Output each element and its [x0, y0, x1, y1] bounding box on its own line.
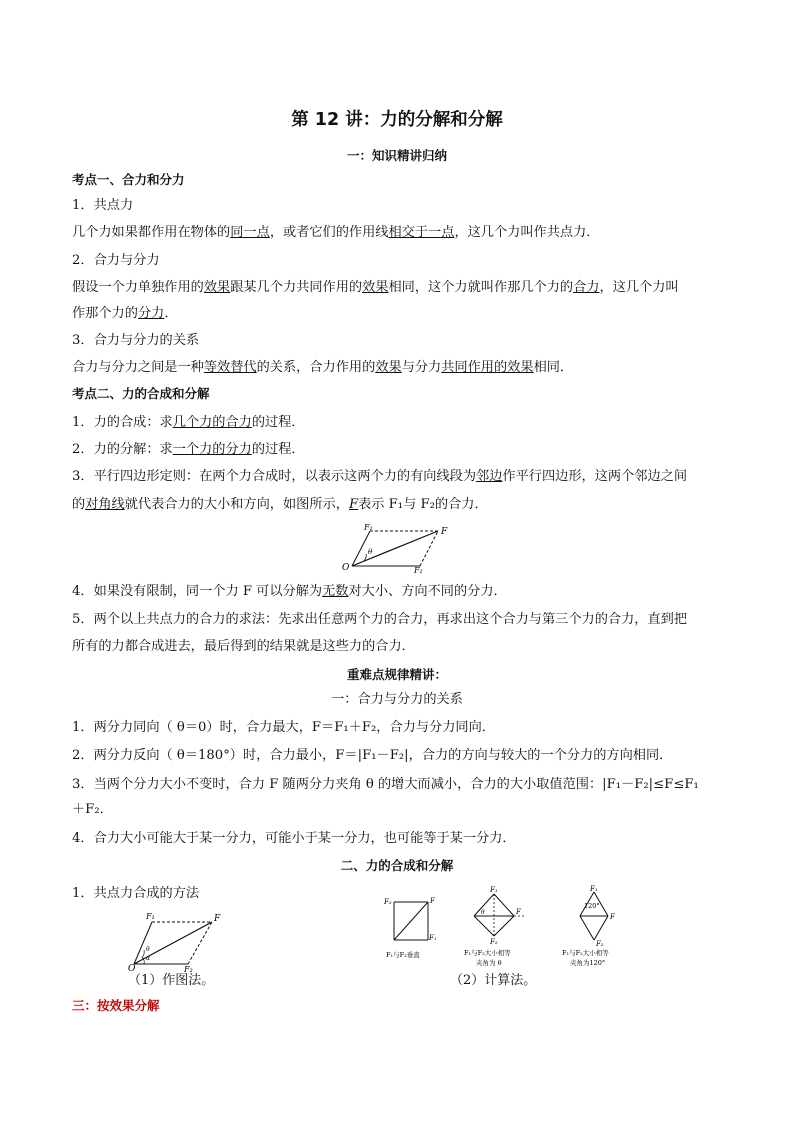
kp1-item2-line2: 作那个力的分力．	[72, 306, 178, 321]
key-rule1: 1．两分力同向（ θ＝0）时，合力最大，F＝F₁＋F₂，合力与分力同向．	[72, 720, 495, 735]
kp1-item1-title: 1．共点力	[72, 198, 134, 213]
kp1-heading: 考点一、合力和分力	[72, 172, 185, 187]
section-heading-1: 一：知识精讲归纳	[346, 148, 447, 163]
equal-120-figure	[558, 884, 638, 970]
svg-text:F₂: F₂	[384, 898, 392, 906]
svg-text:θ: θ	[146, 946, 150, 953]
svg-text:夹角为 θ: 夹角为 θ	[476, 959, 502, 967]
caption-calculation-method: （2）计算法。	[450, 973, 537, 988]
svg-text:F₂: F₂	[490, 938, 498, 946]
kp1-item2-title: 2．合力与分力	[72, 253, 160, 268]
svg-text:F₁: F₁	[146, 912, 155, 921]
kp2-line2: 2．力的分解：求一个力的分力的过程．	[72, 442, 305, 457]
dashed-side-right	[420, 531, 438, 566]
parallelogram-figure	[340, 521, 455, 573]
svg-text:F: F	[516, 908, 521, 916]
kp1-item3-text: 合力与分力之间是一种等效替代的关系，合力作用的效果与分力共同作用的效果相同．	[72, 360, 574, 375]
key-rule2: 2．两分力反向（ θ＝180°）时，合力最小，F＝|F₁－F₂|，合力的方向与较大的一个分力的方向相同．	[72, 748, 673, 763]
key-rule3a: 3．当两个分力大小不变时，合力 F 随两分力夹角 θ 的增大而减小，合力的大小取值范围：|F₁－F₂|≤F≤F₁	[72, 777, 699, 792]
svg-text:F: F	[610, 913, 615, 921]
key-rule4: 4．合力大小可能大于某一分力，可能小于某一分力，也可能等于某一分力．	[72, 831, 516, 846]
key-subheading: 一：合力与分力的关系	[331, 692, 463, 707]
kp2-line4: 4．如果没有限制，同一个力 F 可以分解为无数对大小、方向不同的分力．	[72, 584, 507, 599]
page-title: 第 12 讲：力的分解和分解	[291, 110, 503, 130]
resultant-vector	[352, 531, 438, 566]
fig-label-theta: θ	[368, 548, 373, 556]
svg-text:F₂: F₂	[184, 965, 193, 972]
key-heading: 重难点规律精讲：	[346, 667, 447, 682]
kp2-line3a: 3．平行四边形定则：在两个力合成时，以表示这两个力的有向线段为邻边作平行四边形，这两个邻边之间	[72, 469, 688, 484]
svg-text:F₁: F₁	[490, 886, 498, 894]
graphic-method-figure	[120, 908, 230, 972]
svg-text:α: α	[146, 955, 151, 962]
kp2-line3b: 的对角线就代表合力的大小和方向，如图所示，F表示 F₁与 F₂的合力．	[72, 497, 488, 512]
kp2-line5b: 所有的力都合成进去，最后得到的结果就是这些力的合力．	[72, 639, 415, 654]
svg-text:夹角为120°: 夹角为120°	[570, 959, 606, 967]
method-title: 1．共点力合成的方法	[72, 886, 200, 901]
svg-text:F: F	[214, 914, 221, 924]
kp1-item2-line1: 假设一个力单独作用的效果跟某几个力共同作用的效果相同，这个力就叫作那几个力的合力，这几个力叫	[72, 280, 679, 295]
kp2-line1: 1．力的合成：求几个力的合力的过程．	[72, 415, 305, 430]
caption-graphic-method: （1）作图法。	[128, 973, 215, 988]
svg-text:F₁: F₁	[429, 934, 437, 942]
svg-text:F₁与F₂大小相等: F₁与F₂大小相等	[562, 949, 609, 957]
equal-theta-figure	[458, 884, 538, 970]
kp1-item3-title: 3．合力与分力的关系	[72, 333, 200, 348]
svg-text:120°: 120°	[584, 902, 600, 910]
fig-label-f: F	[441, 527, 448, 537]
key-rule3b: ＋F₂．	[72, 802, 113, 817]
perpendicular-figure	[380, 890, 446, 962]
fig-label-f2: F₂	[414, 566, 423, 573]
kp1-item1-text: 几个力如果都作用在物体的同一点，或者它们的作用线相交于一点，这几个力叫作共点力．	[72, 225, 600, 240]
svg-text:F₁与F₂大小相等: F₁与F₂大小相等	[464, 949, 511, 957]
kp2-heading: 考点二、力的合成和分解	[72, 386, 210, 401]
svg-text:F: F	[430, 897, 435, 905]
svg-text:F₁与F₂垂直: F₁与F₂垂直	[386, 951, 420, 959]
svg-text:θ: θ	[481, 909, 485, 916]
svg-text:O: O	[128, 964, 136, 972]
svg-text:F₁: F₁	[590, 885, 598, 893]
section2-heading: 二、力的合成和分解	[340, 858, 454, 873]
fig-label-o: O	[342, 563, 350, 573]
section3-heading: 三：按效果分解	[72, 998, 160, 1013]
fig-label-f1: F₁	[364, 523, 373, 532]
svg-text:F₂: F₂	[596, 940, 604, 948]
kp2-line5a: 5．两个以上共点力的合力的求法：先求出任意两个力的合力，再求出这个合力与第三个力的合力，直到把	[72, 612, 688, 627]
